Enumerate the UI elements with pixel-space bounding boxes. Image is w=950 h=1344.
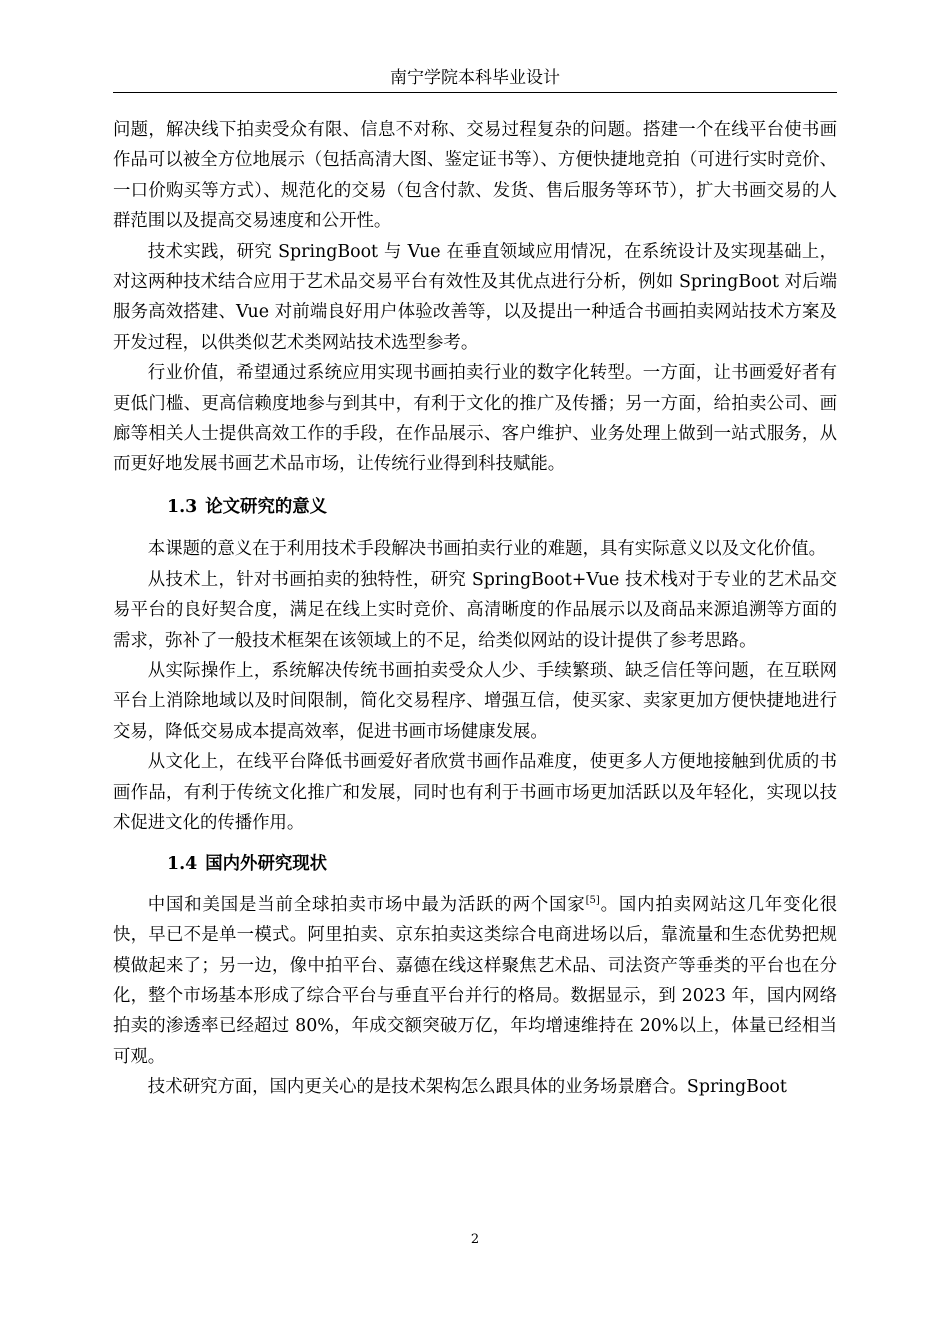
page-number: 2 — [470, 1232, 480, 1247]
page-header: 南宁学院本科毕业设计 — [390, 68, 560, 88]
page-body — [113, 115, 837, 1103]
paragraph-significance-tech: 从技术上，针对书画拍卖的独特性，研究 SpringBoot+Vue 技术栈对于专业的艺术品交易平台的良好契合度，满足在线上实时竞价、高清晰度的作品展示以及商品来源追溯等方面的需求，弥补了一般技术框架在该领域上的不足，给类似网站的设计提供了参考思路。 — [113, 569, 837, 651]
paragraph-research-status — [113, 890, 837, 1072]
paragraph-continuation: 问题，解决线下拍卖受众有限、信息不对称、交易过程复杂的问题。搭建一个在线平台使书画作品可以被全方位地展示（包括高清大图、鉴定证书等）、方便快捷地竞拍（可进行实时竞价、一口价购买等方式）、规范化的交易（包含付款、发货、售后服务等环节），扩大书画交易的人群范围以及提高交易速度和公开性。 — [113, 120, 837, 232]
citation-ref: [5] — [585, 894, 600, 906]
section-number: 1.4 — [167, 854, 198, 875]
header-rule — [113, 92, 837, 93]
section-heading-1-4 — [113, 849, 837, 879]
paragraph-significance-culture: 从文化上，在线平台降低书画爱好者欣赏书画作品难度，使更多人方便地接触到优质的书画作品，有利于传统文化推广和发展，同时也有利于书画市场更加活跃以及年轻化，实现以技术促进文化的传播作用。 — [113, 752, 837, 833]
paragraph-industry-value: 行业价值，希望通过系统应用实现书画拍卖行业的数字化转型。一方面，让书画爱好者有更低门槛、更高信赖度地参与到其中，有利于文化的推广及传播；另一方面，给拍卖公司、画廊等相关人士提供高效工作的手段，在作品展示、客户维护、业务处理上做到一站式服务，从而更好地发展书画艺术品市场，让传统行业得到科技赋能。 — [113, 363, 837, 475]
section-number: 1.3 — [167, 496, 198, 517]
research-status-text-start: 中国和美国是当前全球拍卖市场中最为活跃的两个国家 — [147, 894, 586, 915]
paragraph-significance-intro: 本课题的意义在于利用技术手段解决书画拍卖行业的难题，具有实际意义以及文化价值。 — [147, 539, 827, 560]
paragraph-tech-practice: 技术实践，研究 SpringBoot 与 Vue 在垂直领域应用情况，在系统设计及实现基础上，对这两种技术结合应用于艺术品交易平台有效性及其优点进行分析，例如 SpringBoot 对后端服务高效搭建、Vue 对前端良好用户体验改善等，以及提出一种适合书画拍卖网站技术方案及开发过程，以供类似艺术类网站技术选型参考。 — [113, 241, 837, 353]
section-heading-1-3 — [113, 492, 837, 522]
section-title: 国内外研究现状 — [205, 854, 328, 875]
research-status-text-end: 。国内拍卖网站这几年变化很快，早已不是单一模式。阿里拍卖、京东拍卖这类综合电商进场以后，靠流量和生态优势把规模做起来了；另一边，像中拍平台、嘉德在线这样聚焦艺术品、司法资产等垂类的平台也在分化，整个市场基本形成了综合平台与垂直平台并行的格局。数据显示，到 2023 年，国内网络拍卖的渗透率已经超过 80%，年成交额突破万亿，年均增速维持在 20%以上，体量已经相当可观。 — [113, 894, 837, 1067]
section-title: 论文研究的意义 — [205, 496, 328, 517]
paragraph-tech-research: 技术研究方面，国内更关心的是技术架构怎么跟具体的业务场景磨合。SpringBoot — [147, 1077, 787, 1098]
paragraph-significance-practice: 从实际操作上，系统解决传统书画拍卖受众人少、手续繁琐、缺乏信任等问题，在互联网平台上消除地域以及时间限制，简化交易程序、增强互信，使买家、卖家更加方便快捷地进行交易，降低交易成本提高效率，促进书画市场健康发展。 — [113, 660, 837, 742]
